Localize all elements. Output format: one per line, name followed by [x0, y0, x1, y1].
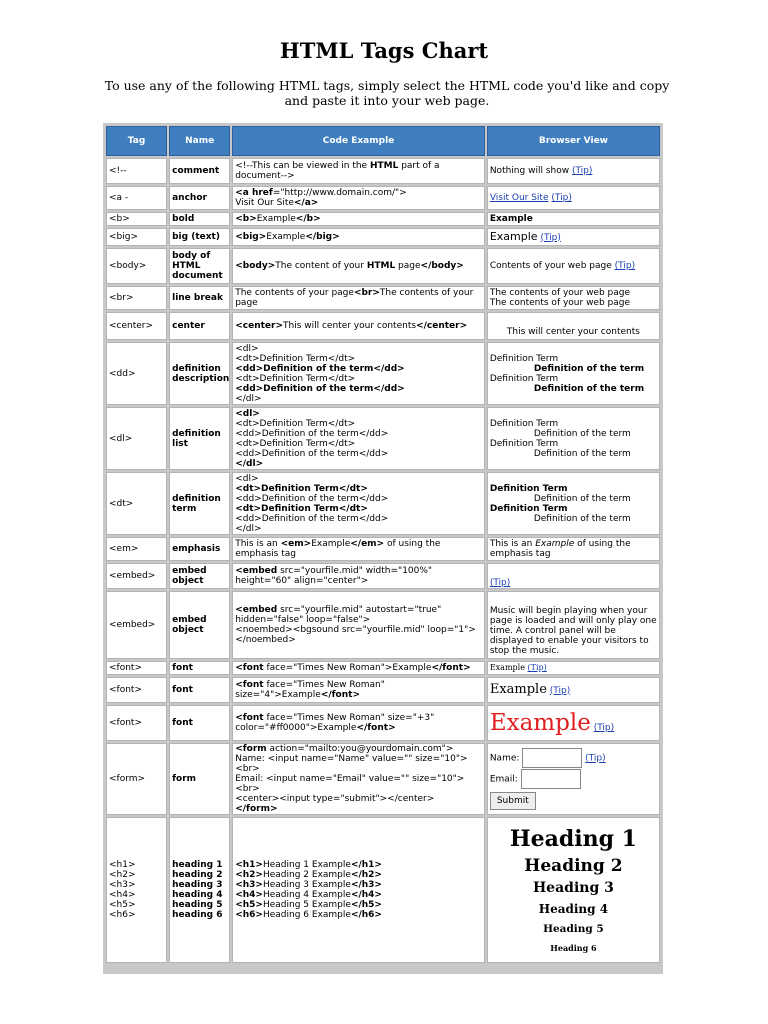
- cell-tag: <b>: [106, 212, 167, 226]
- cell-view: This will center your contents: [487, 312, 660, 340]
- cell-code: <form action="mailto:you@yourdomain.com"> Name: <input name="Name" value="" size="10"><br> Email: <input name="Email" value="" size="10"><br> <center><input type="submit"></center> </form>: [232, 743, 485, 815]
- cell-code: <dl> <dt>Definition Term</dt> <dd>Definition of the term</dd> <dt>Definition Term</dt> <dd>Definition of the term</dd> </dl>: [232, 472, 485, 535]
- table-row: [106, 286, 660, 310]
- cell-code: <font face="Times New Roman" size="+3" color="#ff0000">Example</font>: [232, 705, 485, 741]
- cell-code: <b>Example</b>: [232, 212, 485, 226]
- cell-code: <dl> <dt>Definition Term</dt> <dd>Definition of the term</dd> <dt>Definition Term</dt> <dd>Definition of the term</dd> </dl>: [232, 342, 485, 405]
- cell-name: bold: [169, 212, 230, 226]
- cell-tag: <h1> <h2> <h3> <h4> <h5> <h6>: [106, 817, 167, 963]
- cell-tag: <font>: [106, 677, 167, 703]
- cell-code: <font face="Times New Roman">Example</font>: [232, 661, 485, 675]
- cell-name: definition list: [169, 407, 230, 470]
- cell-view: Heading 1 Heading 2 Heading 3 Heading 4 Heading 5 Heading 6: [487, 817, 660, 963]
- cell-view: Example (Tip): [487, 677, 660, 703]
- submit-button[interactable]: Submit: [490, 792, 536, 810]
- cell-name: embed object: [169, 591, 230, 659]
- table-row: [106, 591, 660, 659]
- header-name: Name: [169, 126, 230, 156]
- cell-tag: <center>: [106, 312, 167, 340]
- tip-link[interactable]: (Tip): [549, 685, 571, 696]
- cell-name: line break: [169, 286, 230, 310]
- cell-name: font: [169, 705, 230, 741]
- cell-tag: <body>: [106, 248, 167, 284]
- cell-view: Name: (Tip) Email: Submit: [487, 743, 660, 815]
- tip-link[interactable]: (Tip): [593, 723, 615, 733]
- table-row: [106, 537, 660, 561]
- table-row: [106, 228, 660, 246]
- cell-code: <dl> <dt>Definition Term</dt> <dd>Definition of the term</dd> <dt>Definition Term</dt> <dd>Definition of the term</dd> </dl>: [232, 407, 485, 470]
- header-tag: Tag: [106, 126, 167, 156]
- cell-code: This is an <em>Example</em> of using the emphasis tag: [232, 537, 485, 561]
- cell-tag: <font>: [106, 705, 167, 741]
- cell-code: <center>This will center your contents</center>: [232, 312, 485, 340]
- cell-name: embed object: [169, 563, 230, 589]
- table-header-row: [106, 126, 660, 156]
- cell-tag: <a -: [106, 186, 167, 210]
- table-row: [106, 312, 660, 340]
- cell-code: <h1>Heading 1 Example</h1> <h2>Heading 2 Example</h2> <h3>Heading 3 Example</h3> <h4>Heading 4 Example</h4> <h5>Heading 5 Example</h5> <h6>Heading 6 Example</h6>: [232, 817, 485, 963]
- cell-code: <!--This can be viewed in the HTML part of a document-->: [232, 158, 485, 184]
- cell-code: <embed src="yourfile.mid" width="100%" height="60" align="center">: [232, 563, 485, 589]
- table-row: [106, 677, 660, 703]
- table-row: [106, 158, 660, 184]
- cell-code: <embed src="yourfile.mid" autostart="true" hidden="false" loop="false"> <noembed><bgsound src="yourfile.mid" loop="1"></noembed>: [232, 591, 485, 659]
- cell-tag: <dl>: [106, 407, 167, 470]
- tags-table: [104, 124, 662, 965]
- cell-name: body of HTML document: [169, 248, 230, 284]
- tip-link[interactable]: (Tip): [527, 663, 547, 672]
- cell-view: Definition Term Definition of the term Definition Term Definition of the term: [487, 472, 660, 535]
- cell-name: emphasis: [169, 537, 230, 561]
- cell-view: Example: [487, 212, 660, 226]
- cell-code: <big>Example</big>: [232, 228, 485, 246]
- table-row: [106, 563, 660, 589]
- cell-view: Example (Tip): [487, 705, 660, 741]
- cell-tag: <br>: [106, 286, 167, 310]
- cell-name: font: [169, 677, 230, 703]
- cell-code: <body>The content of your HTML page</body>: [232, 248, 485, 284]
- tip-link[interactable]: (Tip): [614, 261, 636, 271]
- cell-code: <font face="Times New Roman" size="4">Example</font>: [232, 677, 485, 703]
- cell-tag: <dd>: [106, 342, 167, 405]
- tip-link[interactable]: (Tip): [571, 166, 593, 176]
- tip-link[interactable]: (Tip): [540, 232, 561, 243]
- cell-view: Definition Term Definition of the term Definition Term Definition of the term: [487, 342, 660, 405]
- cell-view: Music will begin playing when your page is loaded and will only play one time. A control panel will be displayed to enable your visitors to stop the music.: [487, 591, 660, 659]
- cell-view: [487, 186, 660, 210]
- cell-name: big (text): [169, 228, 230, 246]
- cell-name: form: [169, 743, 230, 815]
- cell-code: The contents of your page<br>The contents of your page: [232, 286, 485, 310]
- cell-tag: <embed>: [106, 563, 167, 589]
- table-row: [106, 743, 660, 815]
- cell-view: This is an Example of using the emphasis tag: [487, 537, 660, 561]
- cell-code: <a href="http://www.domain.com/"> Visit Our Site</a>: [232, 186, 485, 210]
- cell-name: center: [169, 312, 230, 340]
- cell-tag: <!--: [106, 158, 167, 184]
- cell-tag: <form>: [106, 743, 167, 815]
- cell-tag: <embed>: [106, 591, 167, 659]
- cell-name: font: [169, 661, 230, 675]
- tags-table-frame: [103, 123, 663, 974]
- name-input[interactable]: [522, 748, 582, 768]
- table-row: [106, 407, 660, 470]
- cell-view: Example (Tip): [487, 228, 660, 246]
- table-row: [106, 705, 660, 741]
- table-row: [106, 248, 660, 284]
- intro-text: To use any of the following HTML tags, simply select the HTML code you'd like and copy and paste it into your web page.: [104, 78, 670, 108]
- cell-name: definition description: [169, 342, 230, 405]
- cell-name: anchor: [169, 186, 230, 210]
- table-row: [106, 472, 660, 535]
- table-row: [106, 817, 660, 963]
- cell-view: Example (Tip): [487, 661, 660, 675]
- tip-link[interactable]: (Tip): [585, 753, 606, 764]
- header-view: Browser View: [487, 126, 660, 156]
- table-row: [106, 186, 660, 210]
- table-row: [106, 212, 660, 226]
- tip-link[interactable]: (Tip): [551, 193, 572, 203]
- cell-view: [487, 563, 660, 589]
- cell-name: comment: [169, 158, 230, 184]
- cell-view: Definition Term Definition of the term Definition Term Definition of the term: [487, 407, 660, 470]
- cell-tag: <em>: [106, 537, 167, 561]
- email-input[interactable]: [521, 769, 581, 789]
- table-row: [106, 661, 660, 675]
- cell-name: definition term: [169, 472, 230, 535]
- tip-link[interactable]: (Tip): [489, 578, 511, 588]
- example-link[interactable]: Visit Our Site: [489, 193, 549, 203]
- page-title: HTML Tags Chart: [279, 38, 489, 63]
- cell-tag: <dt>: [106, 472, 167, 535]
- table-row: [106, 342, 660, 405]
- header-code: Code Example: [232, 126, 485, 156]
- cell-name: heading 1 heading 2 heading 3 heading 4 heading 5 heading 6: [169, 817, 230, 963]
- cell-view: Nothing will show (Tip): [487, 158, 660, 184]
- cell-view: The contents of your web page The contents of your web page: [487, 286, 660, 310]
- cell-tag: <big>: [106, 228, 167, 246]
- cell-view: Contents of your web page (Tip): [487, 248, 660, 284]
- cell-tag: <font>: [106, 661, 167, 675]
